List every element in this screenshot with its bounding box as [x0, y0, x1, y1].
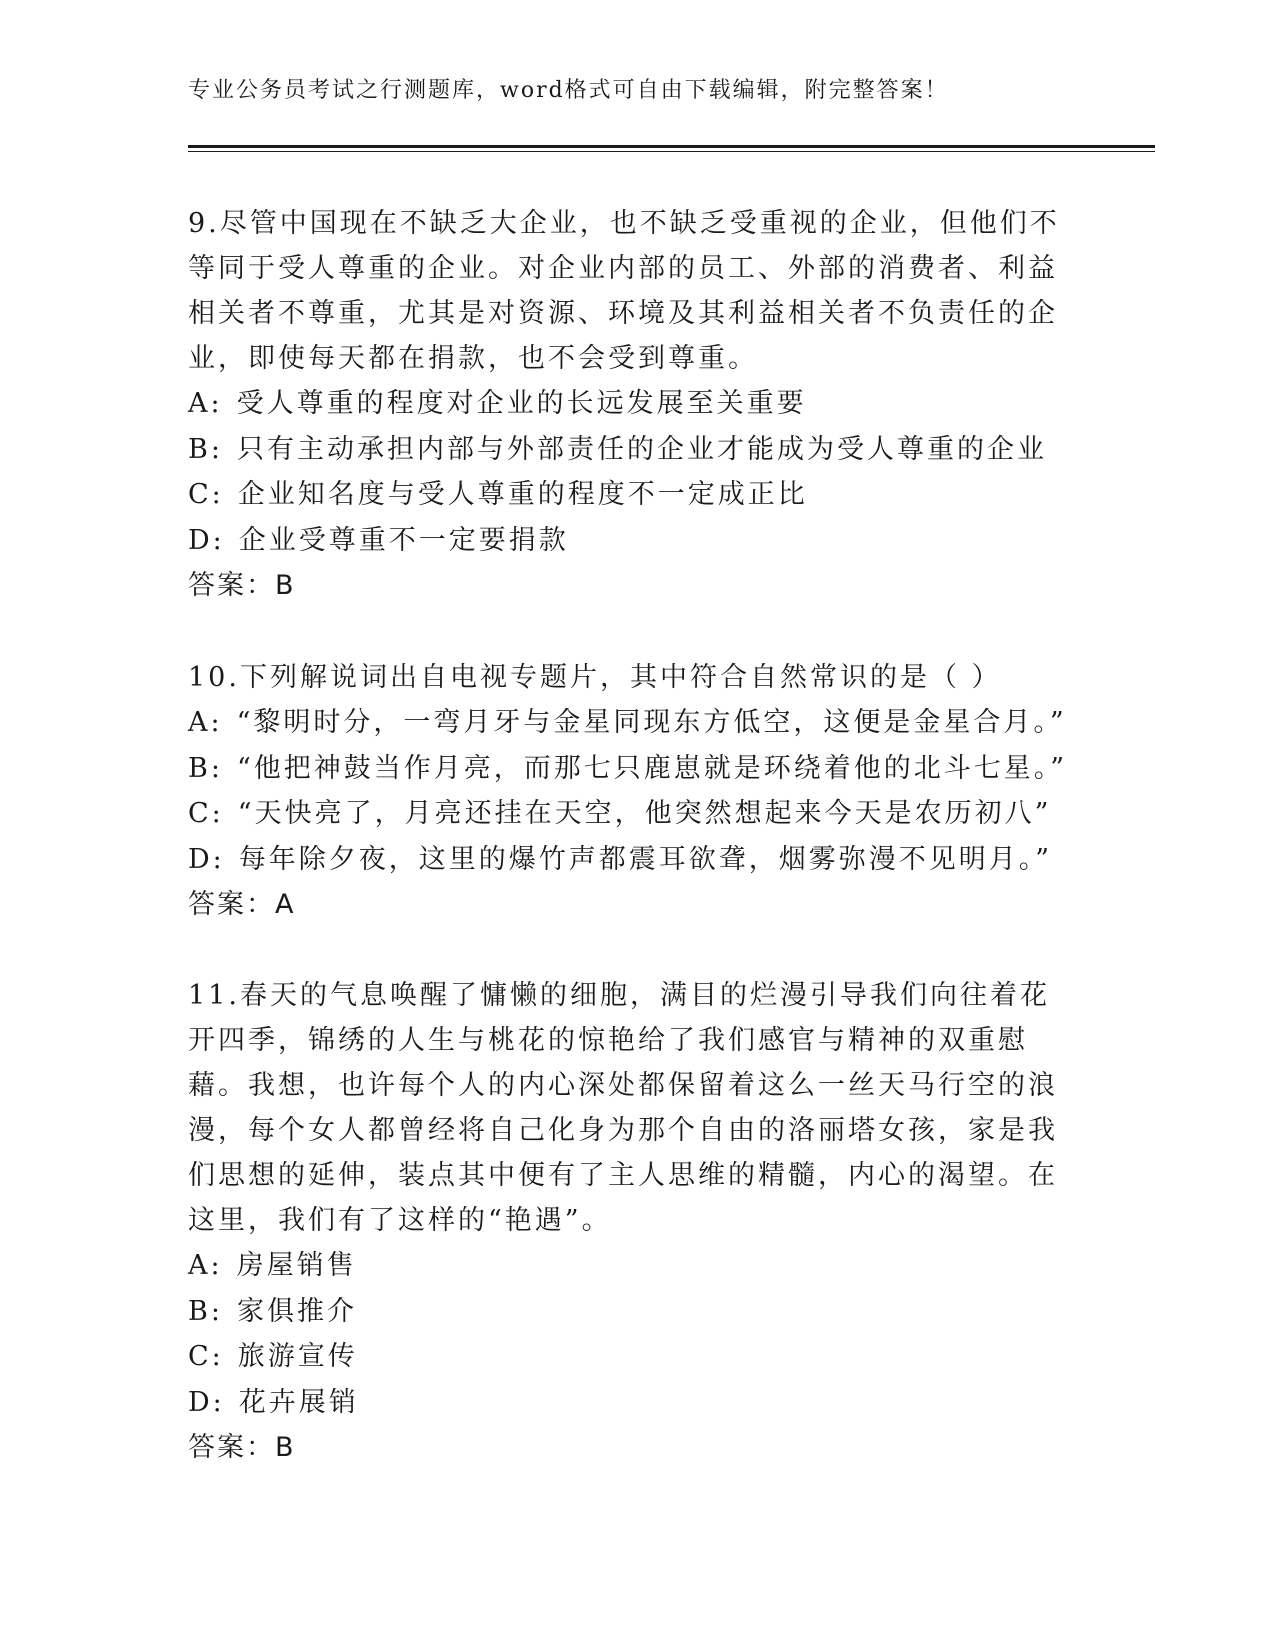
option-key: C:: [188, 1341, 224, 1372]
option-b: [188, 427, 1068, 473]
answer-line: 答案：A: [188, 889, 296, 920]
question-11: [188, 973, 1068, 1470]
page-header: 专业公务员考试之行测题库，word格式可自由下载编辑，附完整答案！: [188, 78, 949, 103]
option-key: D:: [188, 843, 225, 875]
option-key: D:: [188, 524, 225, 556]
option-key: A:: [188, 1250, 223, 1281]
header-rule-thin: [188, 151, 1155, 152]
option-text: 花卉展销: [238, 1386, 359, 1418]
option-text: 只有主动承担内部与外部责任的企业才能成为受人尊重的企业: [236, 433, 1047, 465]
option-c: [188, 791, 1068, 837]
option-key: C:: [188, 798, 224, 829]
question-text: 9.尽管中国现在不缺乏大企业，也不缺乏受重视的企业，但他们不等同于受人尊重的企业。对企业内部的员工、外部的消费者、利益相关者不尊重，尤其是对资源、环境及其利益相关者不负责任的企业，即使每天都在捐款，也不会受到尊重。: [188, 208, 1060, 374]
option-text: 房屋销售: [236, 1250, 357, 1281]
answer-line: 答案：B: [188, 570, 296, 601]
option-text: 企业受尊重不一定要捐款: [238, 524, 569, 556]
option-text: 每年除夕夜，这里的爆竹声都震耳欲聋，烟雾弥漫不见明月。”: [238, 843, 1053, 875]
option-text: 企业知名度与受人尊重的程度不一定成正比: [237, 479, 808, 510]
option-text: “天快亮了，月亮还挂在天空，他突然想起来今天是农历初八”: [237, 798, 1052, 829]
question-9: [188, 201, 1068, 608]
option-key: A:: [188, 707, 223, 738]
option-text: 旅游宣传: [237, 1341, 358, 1372]
question-10: [188, 655, 1068, 927]
option-d: [188, 837, 1068, 883]
option-key: B:: [188, 433, 223, 465]
option-key: B:: [188, 752, 223, 784]
option-a: [188, 700, 1068, 746]
question-text: 11.春天的气息唤醒了慵懒的细胞，满目的烂漫引导我们向往着花开四季，锦绣的人生与桃花的惊艳给了我们感官与精神的双重慰藉。我想，也许每个人的内心深处都保留着这么一丝天马行空的浪漫，每个女人都曾经将自己化身为那个自由的洛丽塔女孩，家是我们思想的延伸，装点其中便有了主人思维的精髓，内心的渴望。在这里，我们有了这样的“艳遇”。: [188, 980, 1058, 1236]
option-text: “他把神鼓当作月亮，而那七只鹿崽就是环绕着他的北斗七星。”: [236, 752, 1068, 784]
answer-line: 答案：B: [188, 1432, 296, 1463]
option-key: A:: [188, 388, 223, 419]
option-text: “黎明时分，一弯月牙与金星同现东方低空，这便是金星合月。”: [236, 707, 1067, 738]
option-a: [188, 381, 1068, 427]
option-text: 家俱推介: [236, 1295, 357, 1327]
option-key: D:: [188, 1386, 225, 1418]
header-rule-thick: [188, 145, 1155, 148]
option-b: [188, 1289, 1068, 1335]
option-b: [188, 746, 1068, 792]
option-d: [188, 518, 1068, 564]
option-d: [188, 1380, 1068, 1426]
option-c: [188, 472, 1068, 518]
option-key: C:: [188, 479, 224, 510]
option-c: [188, 1334, 1068, 1380]
option-key: B:: [188, 1295, 223, 1327]
option-text: 受人尊重的程度对企业的长远发展至关重要: [236, 388, 807, 419]
option-a: [188, 1243, 1068, 1289]
question-text: 10.下列解说词出自电视专题片，其中符合自然常识的是（ ）: [188, 662, 1002, 693]
